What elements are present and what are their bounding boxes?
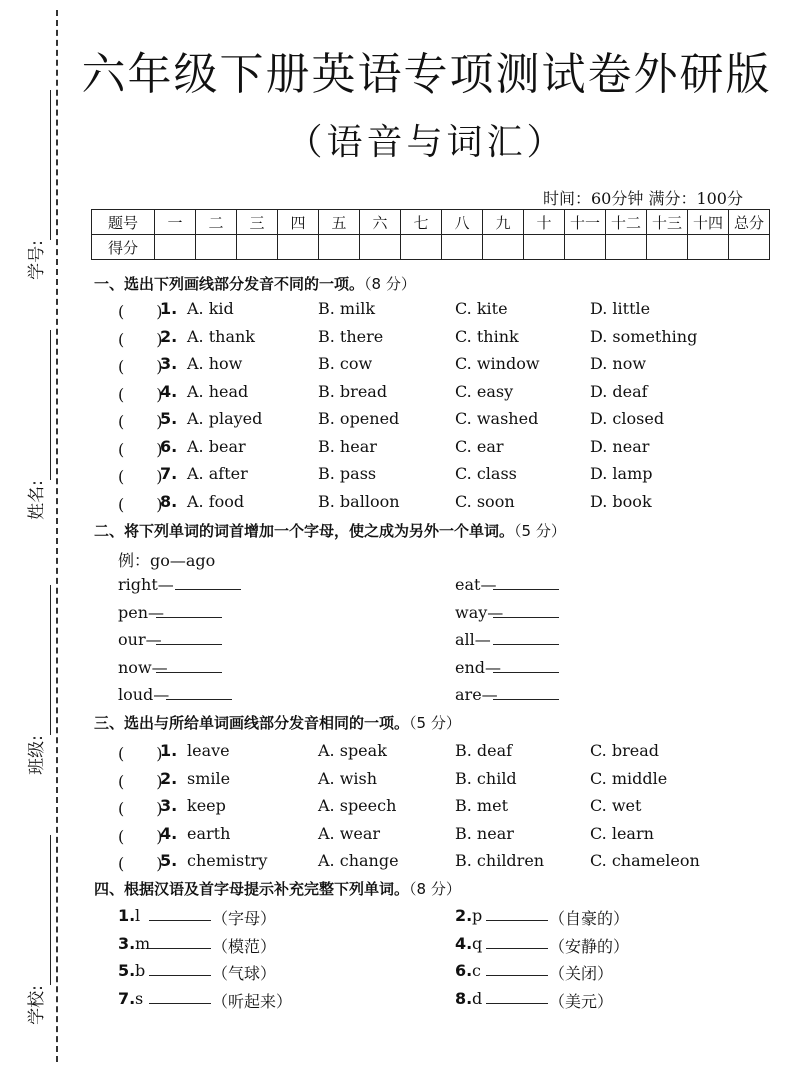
option-d: D. now	[590, 354, 647, 373]
exam-meta: 时间：60分钟 满分：100分	[543, 189, 743, 208]
answer-blank[interactable]: ( )	[118, 826, 163, 846]
score-header-cell: 十三	[647, 210, 688, 235]
option-c: C. chameleon	[590, 851, 700, 870]
answer-blank[interactable]: ( )	[118, 854, 163, 873]
given-word: smile	[187, 768, 231, 788]
question-row	[0, 769, 793, 795]
page-title: 六年级下册英语专项测试卷外研版	[81, 49, 772, 100]
prompt-word: pen—	[118, 602, 165, 622]
question-number: 3.	[160, 796, 178, 815]
prompt-word: now—	[118, 657, 168, 677]
answer-line[interactable]	[486, 989, 548, 1004]
answer-line[interactable]	[175, 575, 241, 590]
score-blank-cell[interactable]	[360, 235, 401, 260]
score-header-cell: 四	[278, 210, 319, 235]
section-1-heading: 一、选出下列画线部分发音不同的一项。（8 分）	[94, 275, 416, 293]
section-2-example: 例：go—ago	[118, 551, 216, 570]
prompt-word: all—	[455, 630, 491, 649]
question-number: 6.	[455, 961, 473, 980]
option-a: A. after	[187, 464, 248, 483]
score-header-cell: 十一	[565, 210, 606, 235]
answer-line[interactable]	[156, 658, 222, 673]
option-b: B. met	[455, 796, 508, 815]
answer-blank[interactable]: ( )	[118, 439, 163, 459]
question-row	[0, 741, 793, 767]
question-row	[0, 492, 793, 518]
option-c: C. kite	[455, 299, 508, 318]
option-b: B. balloon	[318, 491, 400, 511]
chinese-hint: （关闭）	[549, 964, 614, 983]
answer-blank[interactable]: ( )	[118, 357, 163, 376]
score-blank-cell[interactable]	[278, 235, 319, 260]
section-4-heading: 四、根据汉语及首字母提示补充完整下列单词。（8 分）	[94, 880, 461, 898]
initial-letter: q	[472, 933, 483, 953]
answer-blank[interactable]: ( )	[118, 744, 163, 763]
option-a: A. wear	[318, 823, 381, 843]
initial-letter: m	[135, 933, 151, 953]
answer-line[interactable]	[493, 575, 559, 590]
option-b: B. children	[455, 851, 545, 870]
option-c: C. window	[455, 354, 540, 373]
score-header-cell: 总分	[729, 210, 770, 235]
score-blank-cell[interactable]	[401, 235, 442, 260]
option-c: C. wet	[590, 796, 642, 815]
answer-blank[interactable]: ( )	[118, 494, 163, 514]
option-c: C. washed	[455, 409, 539, 428]
option-c: C. middle	[590, 768, 668, 788]
prompt-word: eat—	[455, 575, 497, 594]
option-a: A. change	[318, 851, 399, 870]
score-blank-cell[interactable]	[688, 235, 729, 260]
question-number: 8.	[160, 491, 178, 511]
score-header-cell: 十二	[606, 210, 647, 235]
answer-line[interactable]	[493, 603, 559, 618]
option-b: B. cow	[318, 354, 373, 373]
option-c: C. learn	[590, 823, 654, 843]
answer-line[interactable]	[156, 603, 222, 618]
section-3-heading: 三、选出与所给单词画线部分发音相同的一项。（5 分）	[94, 714, 461, 732]
option-a: A. played	[187, 409, 263, 428]
cut-line	[56, 10, 58, 1062]
option-b: B. milk	[318, 299, 376, 318]
initial-letter: c	[472, 961, 481, 980]
option-a: A. how	[187, 354, 243, 373]
question-row	[0, 437, 793, 463]
option-b: B. hear	[318, 436, 377, 456]
given-word: keep	[187, 796, 226, 815]
question-row	[0, 299, 793, 325]
option-b: B. child	[455, 768, 517, 788]
option-b: B. pass	[318, 464, 377, 483]
score-header-cell: 五	[319, 210, 360, 235]
answer-line[interactable]	[486, 906, 548, 921]
question-number: 1.	[118, 906, 136, 925]
initial-letter: d	[472, 988, 483, 1008]
option-d: D. book	[590, 491, 652, 511]
option-a: A. speak	[318, 741, 387, 760]
student-id-field: 学号:	[14, 90, 54, 280]
answer-blank[interactable]: ( )	[118, 412, 163, 431]
option-b: B. bread	[318, 381, 388, 401]
question-row	[0, 851, 793, 877]
score-header-cell: 十四	[688, 210, 729, 235]
chinese-hint: （模范）	[212, 936, 277, 956]
score-header-cell: 三	[237, 210, 278, 235]
score-blank-cell[interactable]	[524, 235, 565, 260]
school-field: 学校:	[14, 835, 54, 1025]
fill-row	[0, 961, 793, 987]
question-number: 8.	[455, 988, 473, 1008]
option-d: D. near	[590, 436, 650, 456]
word-row	[0, 658, 793, 684]
option-b: B. opened	[318, 409, 400, 428]
option-a: A. head	[187, 381, 249, 401]
option-d: D. little	[590, 299, 651, 318]
score-table	[91, 209, 770, 260]
given-word: leave	[187, 741, 230, 760]
question-row	[0, 327, 793, 353]
fill-row	[0, 934, 793, 960]
question-number: 6.	[160, 436, 178, 456]
answer-line[interactable]	[493, 685, 559, 700]
initial-letter: p	[472, 906, 483, 925]
option-a: A. food	[187, 491, 245, 511]
chinese-hint: （气球）	[212, 964, 277, 983]
score-header-cell: 七	[401, 210, 442, 235]
word-row	[0, 603, 793, 629]
option-c: C. bread	[590, 741, 659, 760]
word-row	[0, 575, 793, 601]
prompt-word: end—	[455, 657, 502, 677]
section-2-heading: 二、将下列单词的词首增加一个字母，使之成为另外一个单词。（5 分）	[94, 522, 566, 540]
page-subtitle: （语音与词汇）	[286, 122, 567, 163]
chinese-hint: （安静的）	[549, 936, 630, 956]
question-number: 1.	[160, 299, 178, 318]
prompt-word: way—	[455, 602, 504, 622]
given-word: chemistry	[187, 851, 268, 870]
option-c: C. class	[455, 464, 517, 483]
option-c: C. soon	[455, 491, 515, 511]
given-word: earth	[187, 823, 231, 843]
answer-blank[interactable]: ( )	[118, 329, 163, 349]
score-blank-cell[interactable]	[196, 235, 237, 260]
score-blank-cell[interactable]	[729, 235, 770, 260]
answer-line[interactable]	[156, 630, 222, 645]
question-number: 5.	[118, 961, 136, 980]
question-number: 4.	[455, 933, 473, 953]
question-number: 1.	[160, 741, 178, 760]
word-row	[0, 630, 793, 656]
initial-letter: b	[135, 961, 146, 980]
score-blank-cell[interactable]	[442, 235, 483, 260]
prompt-word: loud—	[118, 685, 170, 704]
question-row	[0, 464, 793, 490]
answer-line[interactable]	[486, 934, 548, 949]
option-c: C. ear	[455, 436, 504, 456]
option-b: B. near	[455, 823, 514, 843]
question-number: 2.	[160, 768, 178, 788]
option-a: A. wish	[318, 768, 378, 788]
score-header-cell: 八	[442, 210, 483, 235]
answer-blank[interactable]: ( )	[118, 771, 163, 791]
option-d: D. something	[590, 326, 698, 346]
question-number: 2.	[160, 326, 178, 346]
score-header-cell: 九	[483, 210, 524, 235]
option-c: C. think	[455, 326, 519, 346]
chinese-hint: （自豪的）	[549, 909, 630, 928]
question-number: 4.	[160, 823, 178, 843]
answer-blank[interactable]: ( )	[118, 302, 163, 321]
option-d: D. lamp	[590, 464, 653, 483]
chinese-hint: （字母）	[212, 909, 277, 928]
answer-line[interactable]	[493, 658, 559, 673]
score-blank-cell[interactable]	[319, 235, 360, 260]
option-a: A. bear	[187, 436, 246, 456]
score-header-cell: 一	[155, 210, 196, 235]
question-number: 5.	[160, 409, 178, 428]
answer-blank[interactable]: ( )	[118, 467, 163, 486]
score-blank-cell[interactable]	[483, 235, 524, 260]
question-number: 3.	[160, 354, 178, 373]
prompt-word: our—	[118, 630, 162, 649]
option-d: D. closed	[590, 409, 665, 428]
initial-letter: s	[135, 988, 144, 1008]
answer-line[interactable]	[493, 630, 559, 645]
question-row	[0, 796, 793, 822]
question-number: 4.	[160, 381, 178, 401]
score-label-cell: 得分	[92, 235, 155, 260]
answer-blank[interactable]: ( )	[118, 384, 163, 404]
score-header-cell: 十	[524, 210, 565, 235]
option-c: C. easy	[455, 381, 514, 401]
class-field: 班级:	[14, 585, 54, 775]
answer-blank[interactable]: ( )	[118, 799, 163, 818]
option-b: B. deaf	[455, 741, 513, 760]
chinese-hint: （美元）	[549, 991, 614, 1011]
fill-row	[0, 989, 793, 1015]
chinese-hint: （听起来）	[212, 991, 293, 1011]
word-row	[0, 685, 793, 711]
question-row	[0, 409, 793, 435]
initial-letter: l	[135, 906, 141, 925]
score-blank-cell[interactable]	[606, 235, 647, 260]
question-number: 3.	[118, 933, 136, 953]
prompt-word: are—	[455, 685, 498, 704]
score-header-cell: 题号	[92, 210, 155, 235]
answer-line[interactable]	[166, 685, 232, 700]
question-number: 5.	[160, 851, 178, 870]
question-row	[0, 382, 793, 408]
name-field: 姓名:	[14, 330, 54, 520]
score-blank-cell[interactable]	[155, 235, 196, 260]
question-number: 2.	[455, 906, 473, 925]
option-a: A. speech	[318, 796, 397, 815]
score-blank-cell[interactable]	[647, 235, 688, 260]
score-header-cell: 六	[360, 210, 401, 235]
score-header-cell: 二	[196, 210, 237, 235]
option-a: A. thank	[187, 326, 255, 346]
answer-line[interactable]	[486, 961, 548, 976]
question-number: 7.	[118, 988, 136, 1008]
option-d: D. deaf	[590, 381, 648, 401]
prompt-word: right—	[118, 575, 174, 594]
score-blank-cell[interactable]	[237, 235, 278, 260]
question-row	[0, 824, 793, 850]
question-number: 7.	[160, 464, 178, 483]
question-row	[0, 354, 793, 380]
option-a: A. kid	[187, 299, 234, 318]
fill-row	[0, 906, 793, 932]
score-blank-cell[interactable]	[565, 235, 606, 260]
option-b: B. there	[318, 326, 384, 346]
